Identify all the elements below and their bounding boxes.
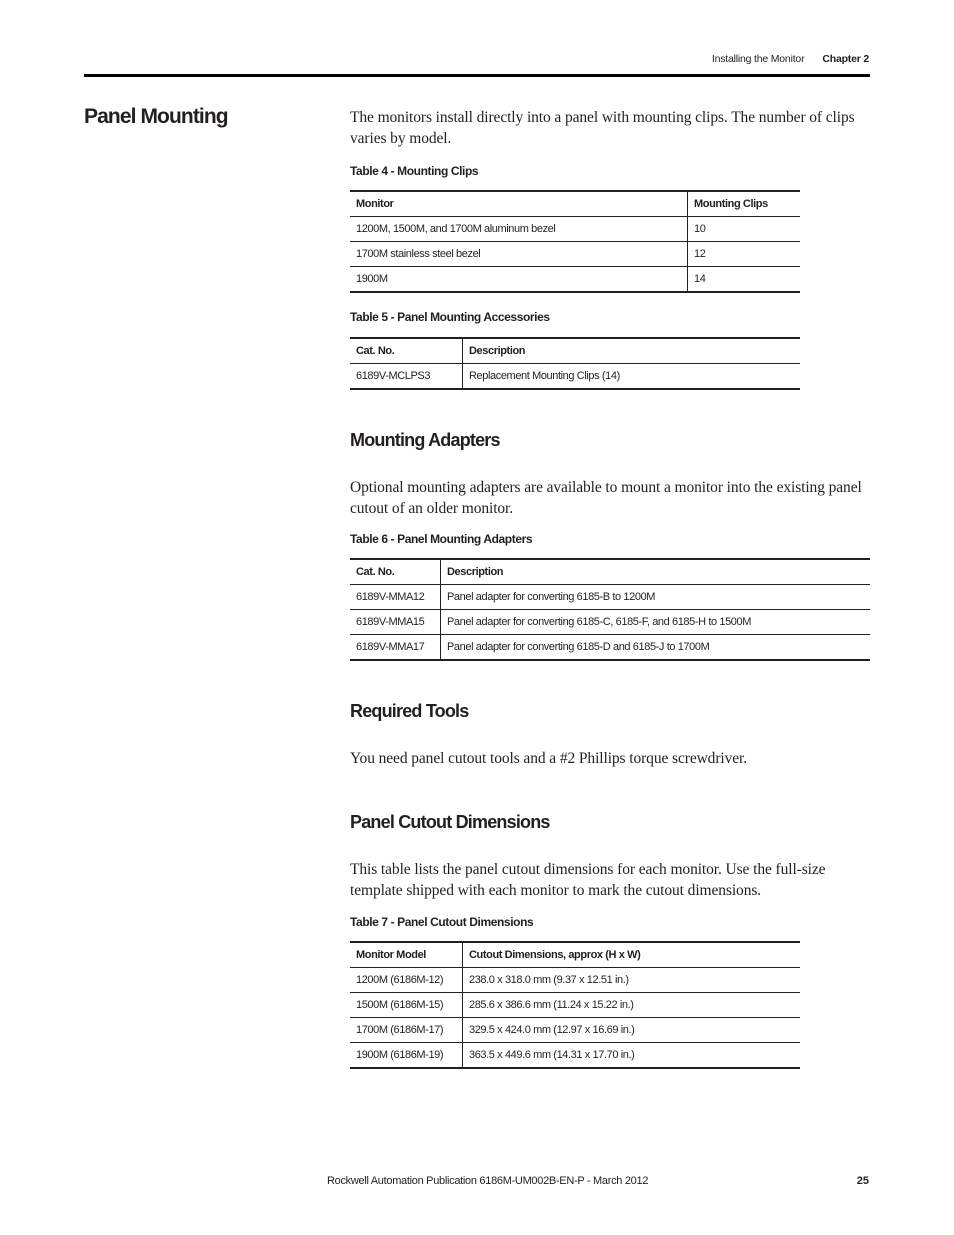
adapters-paragraph: Optional mounting adapters are available to mount a monitor into the existing panel cutout of an older monitor. [350, 479, 862, 517]
table4-caption: Table 4 - Mounting Clips [350, 164, 479, 178]
section-heading-required-tools: Required Tools [350, 701, 469, 721]
table-header-cell: Monitor Model [350, 942, 463, 968]
table-header-cell: Monitor [350, 191, 688, 217]
tools-paragraph: You need panel cutout tools and a #2 Phillips torque screwdriver. [350, 750, 748, 767]
table-cell: 1200M (6186M-12) [350, 968, 463, 993]
section-heading-panel-cutout: Panel Cutout Dimensions [350, 812, 550, 832]
table-cell: 363.5 x 449.6 mm (14.31 x 17.70 in.) [463, 1043, 801, 1069]
table-header-cell: Mounting Clips [688, 191, 801, 217]
table-cell: 1500M (6186M-15) [350, 993, 463, 1018]
running-header [712, 53, 869, 65]
mounting-clips-table [350, 190, 800, 293]
header-rule [84, 74, 870, 77]
table-cell: Replacement Mounting Clips (14) [463, 364, 801, 390]
table-row [350, 1018, 800, 1043]
table-row [350, 993, 800, 1018]
table-row [350, 267, 800, 293]
table-cell: Panel adapter for converting 6185-C, 6185-F, and 6185-H to 1500M [441, 610, 871, 635]
page-number: 25 [856, 1175, 869, 1187]
table-header-cell: Cutout Dimensions, approx (H x W) [463, 942, 801, 968]
table-cell: 1700M stainless steel bezel [350, 242, 688, 267]
table5-caption: Table 5 - Panel Mounting Accessories [350, 310, 550, 324]
table-cell: Panel adapter for converting 6185-B to 1200M [441, 585, 871, 610]
table-cell: 6189V-MMA15 [350, 610, 441, 635]
table-cell: 1900M [350, 267, 688, 293]
header-section: Installing the Monitor [711, 53, 805, 65]
table-row [350, 968, 800, 993]
table-cell: 1200M, 1500M, and 1700M aluminum bezel [350, 217, 688, 242]
table-cell: 6189V-MMA17 [350, 635, 441, 661]
table-cell: 14 [688, 267, 801, 293]
table-cell: 1900M (6186M-19) [350, 1043, 463, 1069]
table-header-cell: Cat. No. [350, 559, 441, 585]
table-row [350, 364, 800, 390]
table-header-cell: Description [441, 559, 871, 585]
header-chapter: Chapter 2 [822, 53, 869, 65]
mounting-adapters-table [350, 558, 870, 661]
table-cell: Panel adapter for converting 6185-D and 6185-J to 1700M [441, 635, 871, 661]
cutout-dimensions-table [350, 941, 800, 1069]
table-row [350, 242, 800, 267]
mounting-accessories-table [350, 337, 800, 390]
table6-caption: Table 6 - Panel Mounting Adapters [350, 532, 533, 546]
table-row [350, 585, 870, 610]
intro-paragraph: The monitors install directly into a panel with mounting clips. The number of clips varies by model. [350, 109, 855, 147]
table-row [350, 610, 870, 635]
table-row [350, 635, 870, 661]
table-cell: 329.5 x 424.0 mm (12.97 x 16.69 in.) [463, 1018, 801, 1043]
table-cell: 6189V-MCLPS3 [350, 364, 463, 390]
table-header-cell: Description [463, 338, 801, 364]
table-row [350, 1043, 800, 1069]
table-cell: 12 [688, 242, 801, 267]
page-title: Panel Mounting [84, 105, 228, 128]
table-cell: 285.6 x 386.6 mm (11.24 x 15.22 in.) [463, 993, 801, 1018]
table-cell: 1700M (6186M-17) [350, 1018, 463, 1043]
table-header-cell: Cat. No. [350, 338, 463, 364]
table-header-row [350, 942, 800, 968]
table-cell: 6189V-MMA12 [350, 585, 441, 610]
table-row [350, 217, 800, 242]
section-heading-mounting-adapters: Mounting Adapters [350, 430, 500, 450]
table-cell: 238.0 x 318.0 mm (9.37 x 12.51 in.) [463, 968, 801, 993]
table-header-row [350, 559, 870, 585]
table7-caption: Table 7 - Panel Cutout Dimensions [350, 915, 534, 929]
footer-publication: Rockwell Automation Publication 6186M-UM002B-EN-P - March 2012 [327, 1175, 649, 1187]
table-header-row [350, 191, 800, 217]
table-cell: 10 [688, 217, 801, 242]
cutout-paragraph: This table lists the panel cutout dimensions for each monitor. Use the full-size template shipped with each monitor to mark the cutout dimensions. [350, 861, 826, 899]
table-header-row [350, 338, 800, 364]
